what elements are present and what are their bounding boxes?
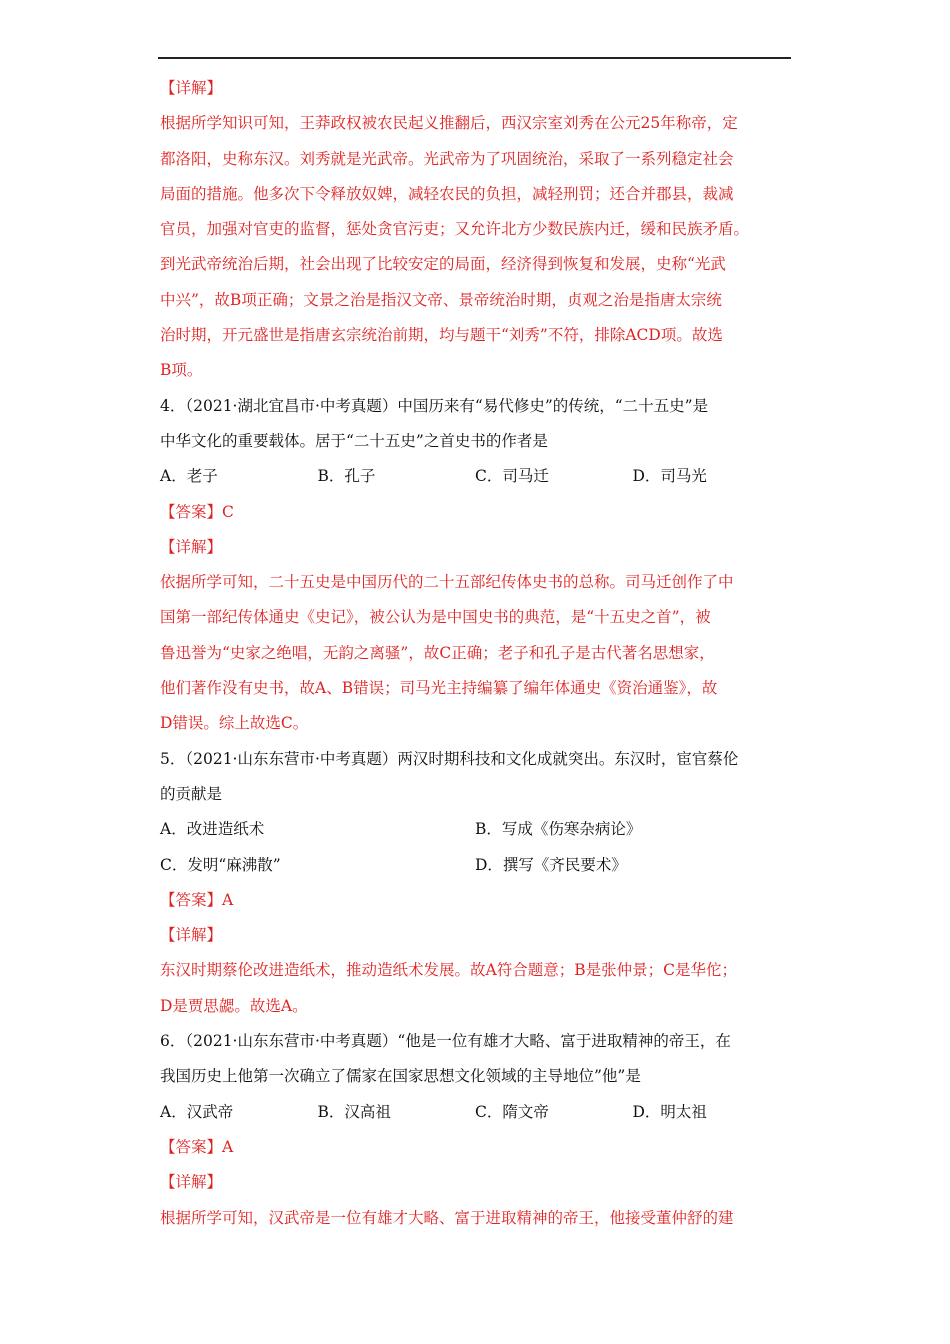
q5-detail-label: 【详解】 (160, 926, 223, 945)
q4-option-b: B．孔子 (317, 467, 376, 486)
q3-detail-label: 【详解】 (160, 79, 223, 97)
q6-answer: 【答案】A (160, 1137, 234, 1156)
q3-detail-line: 根据所学知识可知，王莽政权被农民起义推翻后，西汉宗室刘秀在公元25年称帝，定 (160, 114, 738, 133)
q4-detail-line: 国第一部纪传体通史《史记》，被公认为是中国史书的典范，是“十五史之首”，被 (160, 608, 711, 627)
q3-detail-line: 中兴”，故B项正确；文景之治是指汉文帝、景帝统治时期，贞观之治是指唐太宗统 (160, 290, 722, 309)
header-rule (158, 57, 791, 59)
q6-stem-line: 6．（2021·山东东营市·中考真题）“他是一位有雄才大略、富于进取精神的帝王，在 (160, 1032, 731, 1051)
q4-detail-line: 鲁迅誉为“史家之绝唱，无韵之离骚”，故C正确；老子和孔子是古代著名思想家， (160, 643, 715, 662)
q5-stem-line: 5．（2021·山东东营市·中考真题）两汉时期科技和文化成就突出。东汉时，宦官蔡伦 (160, 749, 739, 768)
q4-stem-line: 4．（2021·湖北宜昌市·中考真题）中国历来有“易代修史”的传统，“二十五史”是 (160, 396, 709, 415)
q5-options-row-1 (160, 817, 790, 852)
q5-option-d: D．撰写《齐民要术》 (475, 855, 627, 874)
q4-detail-line: 他们著作没有史书，故A、B错误；司马光主持编纂了编年体通史《资治通鉴》，故 (160, 679, 718, 698)
q3-detail-line: 治时期，开元盛世是指唐玄宗统治前期，均与题干“刘秀”不符，排除ACD项。故选 (160, 326, 723, 345)
q4-detail-line: 依据所学可知，二十五史是中国历代的二十五部纪传体史书的总称。司马迁创作了中 (160, 573, 734, 592)
q5-detail-line: 东汉时期蔡伦改进造纸术，推动造纸术发展。故A符合题意；B是张仲景；C是华佗； (160, 961, 737, 980)
q5-option-c: C．发明“麻沸散” (160, 855, 281, 874)
q6-detail-label: 【详解】 (160, 1173, 223, 1192)
q5-option-b: B．写成《伤寒杂病论》 (475, 820, 642, 839)
q6-options (160, 1100, 790, 1135)
q6-option-d: D．明太祖 (632, 1102, 707, 1121)
q4-detail-label: 【详解】 (160, 537, 223, 556)
q5-detail-line: D是贾思勰。故选A。 (160, 996, 308, 1015)
q6-stem-line: 我国历史上他第一次确立了儒家在国家思想文化领域的主导地位”他”是 (160, 1067, 641, 1086)
q5-option-a: A．改进造纸术 (160, 820, 265, 839)
q6-option-b: B．汉高祖 (317, 1102, 391, 1121)
q3-detail-line: 都洛阳，史称东汉。刘秀就是光武帝。光武帝为了巩固统治，采取了一系列稳定社会 (160, 149, 734, 168)
q4-detail-line: D错误。综上故选C。 (160, 714, 309, 733)
q3-detail-line: 局面的措施。他多次下令释放奴婢，减轻农民的负担，减轻刑罚；还合并郡县，裁减 (160, 184, 734, 203)
q5-options-row-2 (160, 853, 790, 888)
q5-answer: 【答案】A (160, 890, 234, 909)
q3-detail-line: 官员，加强对官吏的监督，惩处贪官污吏；又允许北方少数民族内迁，缓和民族矛盾。 (160, 220, 750, 239)
page-content (160, 76, 790, 1241)
q4-option-d: D．司马光 (632, 467, 707, 486)
q6-option-c: C．隋文帝 (475, 1102, 549, 1121)
q6-option-a: A．汉武帝 (160, 1102, 234, 1121)
q3-detail-line: B项。 (160, 361, 203, 380)
q4-option-a: A．老子 (160, 467, 218, 486)
q4-answer: 【答案】C (160, 502, 234, 521)
q6-detail-line: 根据所学可知，汉武帝是一位有雄才大略、富于进取精神的帝王，他接受董仲舒的建 (160, 1208, 734, 1227)
q3-detail-line: 到光武帝统治后期，社会出现了比较安定的局面，经济得到恢复和发展，史称“光武 (160, 255, 726, 274)
q4-option-c: C．司马迁 (475, 467, 549, 486)
q4-options (160, 464, 790, 499)
q4-stem-line: 中华文化的重要载体。居于“二十五史”之首史书的作者是 (160, 431, 548, 450)
q5-stem-line: 的贡献是 (160, 784, 223, 803)
